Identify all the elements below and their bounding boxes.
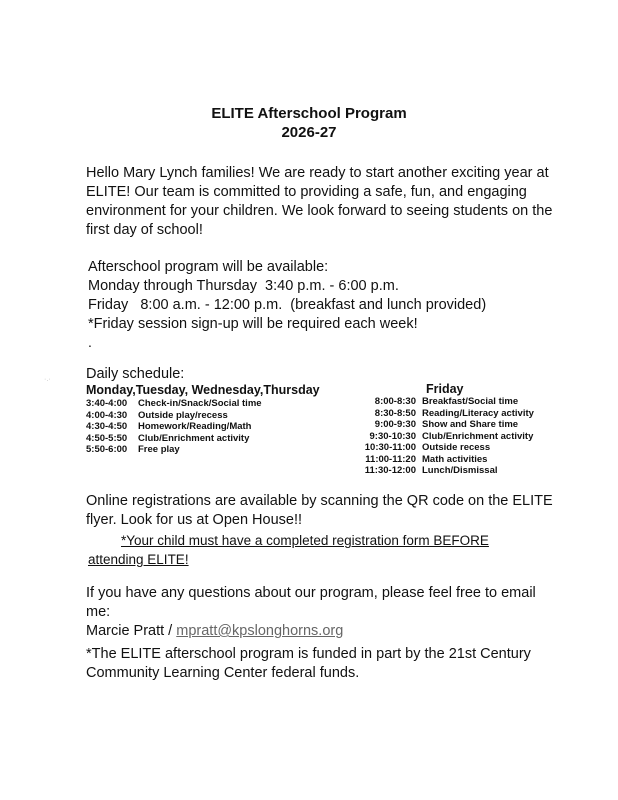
program-year: 2026-27 bbox=[281, 124, 337, 141]
weekday-schedule-heading: Monday,Tuesday, Wednesday,Thursday bbox=[86, 383, 320, 397]
online-registration-text: Online registrations are available by scanning the QR code on the ELITE flyer. Look for us at Open House!! bbox=[86, 493, 553, 528]
availability-friday: Friday 8:00 a.m. - 12:00 p.m. (breakfast and lunch provided) bbox=[88, 297, 487, 313]
schedule-activity: Math activities bbox=[422, 453, 488, 465]
contact-name: Marcie Pratt / bbox=[86, 623, 177, 639]
contact-line bbox=[86, 622, 556, 641]
schedule-row bbox=[356, 431, 534, 443]
availability-heading: Afterschool program will be available: bbox=[88, 259, 329, 275]
scan-speck-mark: ·.· bbox=[44, 376, 51, 383]
intro-paragraph: Hello Mary Lynch families! We are ready to start another exciting year at ELITE! Our team is committed to providing a safe, fun, and engaging environment for your children. We look forward to seeing students on the first day of school! bbox=[86, 165, 553, 238]
registration-notice-line1: *Your child must have a completed registration form BEFORE bbox=[121, 533, 489, 548]
contact-email-link[interactable]: mpratt@kpslonghorns.org bbox=[176, 623, 344, 639]
registration-notice bbox=[88, 531, 528, 569]
registration-notice-line2: attending ELITE! bbox=[88, 552, 189, 567]
schedule-time: 3:40-4:00 bbox=[86, 398, 128, 409]
friday-schedule-heading: Friday bbox=[426, 382, 464, 396]
schedule-activity: Club/Enrichment activity bbox=[138, 432, 250, 444]
schedule-time: 8:30-8:50 bbox=[374, 407, 416, 419]
weekday-schedule bbox=[86, 398, 262, 456]
schedule-row bbox=[356, 454, 534, 466]
friday-schedule bbox=[356, 396, 534, 477]
schedule-activity: Breakfast/Social time bbox=[422, 396, 519, 407]
schedule-time: 4:00-4:30 bbox=[86, 409, 128, 421]
contact-text: If you have any questions about our program, please feel free to email me: bbox=[86, 585, 536, 620]
schedule-activity: Free play bbox=[138, 444, 180, 455]
schedule-row bbox=[356, 419, 534, 431]
schedule-time: 11:00-11:20 bbox=[365, 453, 416, 465]
schedule-activity: Check-in/Snack/Social time bbox=[138, 398, 262, 409]
schedule-row bbox=[356, 396, 534, 408]
schedule-row bbox=[86, 444, 262, 456]
availability-weekdays: Monday through Thursday 3:40 p.m. - 6:00 p.m. bbox=[88, 278, 399, 294]
schedule-activity: Club/Enrichment activity bbox=[422, 430, 534, 442]
schedule-row bbox=[356, 465, 534, 477]
schedule-activity: Homework/Reading/Math bbox=[138, 421, 252, 432]
schedule-row bbox=[86, 421, 262, 433]
schedule-row bbox=[86, 410, 262, 422]
schedule-time: 4:50-5:50 bbox=[86, 432, 128, 444]
schedule-activity: Outside recess bbox=[422, 442, 491, 453]
schedule-time: 8:00-8:30 bbox=[374, 396, 416, 407]
schedule-time: 9:00-9:30 bbox=[374, 419, 416, 430]
schedule-time: 9:30-10:30 bbox=[369, 430, 416, 442]
page-title: ELITE Afterschool Program bbox=[211, 105, 407, 122]
availability-section bbox=[88, 258, 558, 334]
stray-dot: . bbox=[88, 334, 92, 350]
schedule-row bbox=[356, 442, 534, 454]
daily-schedule-label: Daily schedule: bbox=[86, 366, 185, 382]
schedule-row bbox=[86, 433, 262, 445]
schedule-time: 11:30-12:00 bbox=[364, 465, 416, 476]
schedule-activity: Outside play/recess bbox=[138, 409, 228, 421]
schedule-time: 5:50-6:00 bbox=[86, 444, 128, 455]
schedule-time: 4:30-4:50 bbox=[86, 421, 128, 432]
schedule-activity: Reading/Literacy activity bbox=[422, 407, 534, 419]
funding-note: *The ELITE afterschool program is funded in part by the 21st Century Community Learning Center federal funds. bbox=[86, 646, 531, 681]
schedule-row bbox=[86, 398, 262, 410]
contact-section bbox=[86, 584, 556, 641]
schedule-activity: Show and Share time bbox=[422, 419, 519, 430]
availability-note: *Friday session sign-up will be required each week! bbox=[88, 316, 418, 332]
schedule-activity: Lunch/Dismissal bbox=[422, 465, 498, 476]
schedule-row bbox=[356, 408, 534, 420]
schedule-time: 10:30-11:00 bbox=[364, 442, 416, 453]
